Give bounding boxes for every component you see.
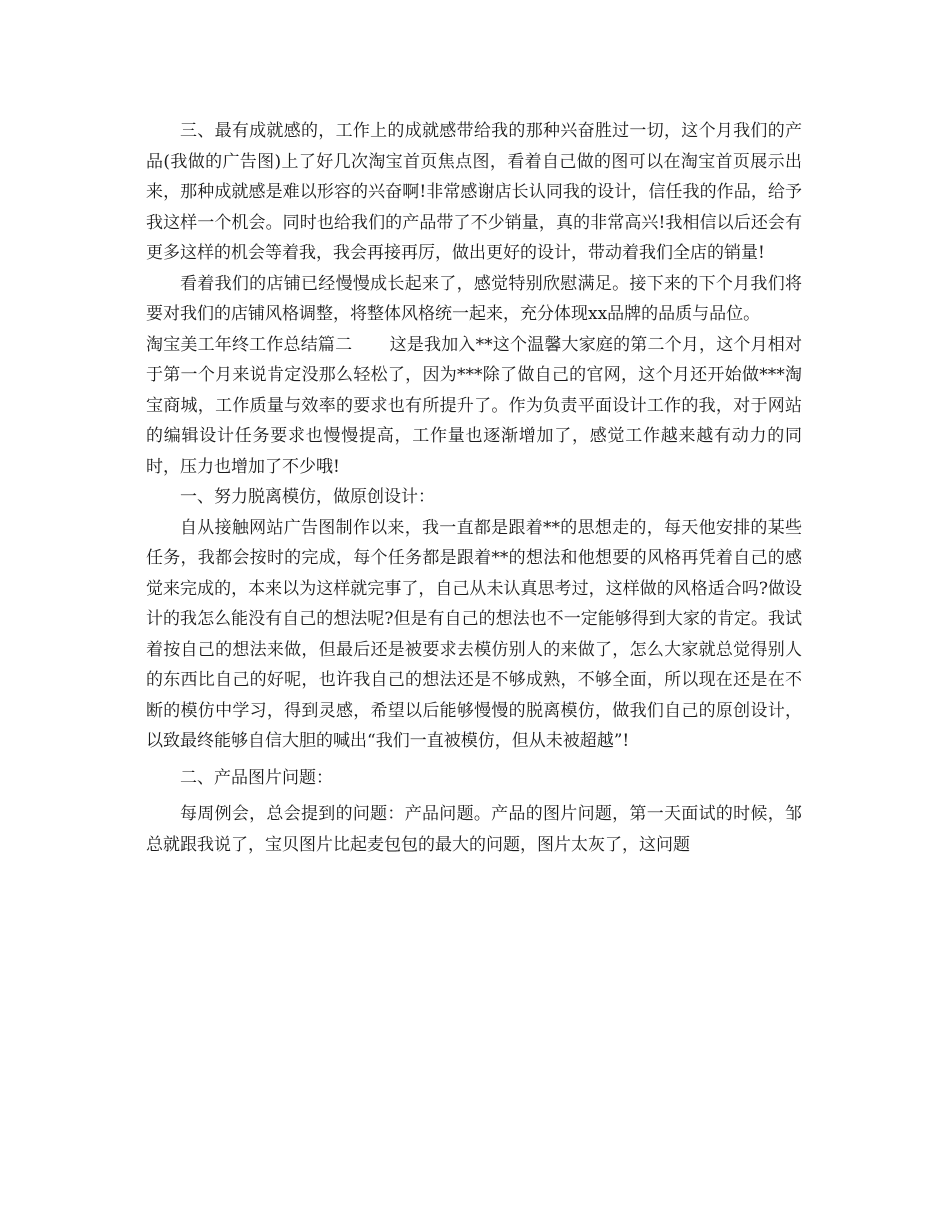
subheading-product-images: 二、产品图片问题：: [180, 767, 333, 788]
section-heading: 淘宝美工年终工作总结篇二: [146, 334, 353, 355]
paragraph-part-two: [146, 330, 802, 483]
subheading-original-design: 一、努力脱离模仿，做原创设计：: [180, 487, 435, 507]
paragraph-second-month: 这是我加入**这个温馨大家庭的第二个月，这个月相对于第一个月来说肯定没那么轻松了，因为***除了做自己的官网，这个月还开始做***淘宝商城，工作质量与效率的要求也有所提升了。作为负责平面设计工作的我，对于网站的编辑设计任务要求也慢慢提高，工作量也逐渐增加了，感觉工作越来越有动力的同时，压力也增加了不少哦!: [146, 334, 802, 477]
paragraph-weekly-meeting: 每周例会，总会提到的问题：产品问题。产品的图片问题，第一天面试的时候，邹总就跟我说了，宝贝图片比起麦包包的最大的问题，图片太灰了，这问题: [146, 804, 802, 855]
paragraph-imitation: 自从接触网站广告图制作以来，我一直都是跟着**的思想走的，每天他安排的某些任务，我都会按时的完成，每个任务都是跟着**的想法和他想要的风格再凭着自己的感觉来完成的，本来以为这样就完事了，自己从未认真思考过，这样做的风格适合吗?做设计的我怎么能没有自己的想法呢?但是有自己的想法也不一定能够得到大家的肯定。我试着按自己的想法来做，但最后还是被要求去模仿别人的来做了，怎么大家就总觉得别人的东西比自己的好呢，也许我自己的想法还是不够成熟，不够全面，所以现在还是在不断的模仿中学习，得到灵感，希望以后能够慢慢的脱离模仿，做我们自己的原创设计，以致最终能够自信大胆的喊出“我们一直被模仿，但从未被超越”!: [146, 517, 802, 751]
paragraph-store-growth: 看着我们的店铺已经慢慢成长起来了，感觉特别欣慰满足。接下来的下个月我们将要对我们的店铺风格调整，将整体风格统一起来，充分体现xx品牌的品质与品位。: [146, 273, 802, 324]
paragraph-achievement: 三、最有成就感的，工作上的成就感带给我的那种兴奋胜过一切，这个月我们的产品(我做的广告图)上了好几次淘宝首页焦点图，看着自己做的图可以在淘宝首页展示出来，那种成就感是难以形容的兴奋啊!非常感谢店长认同我的设计，信任我的作品，给予我这样一个机会。同时也给我们的产品带了不少销量，真的非常高兴!我相信以后还会有更多这样的机会等着我，我会再接再厉，做出更好的设计，带动着我们全店的销量!: [146, 121, 802, 263]
document-body: [146, 116, 802, 860]
